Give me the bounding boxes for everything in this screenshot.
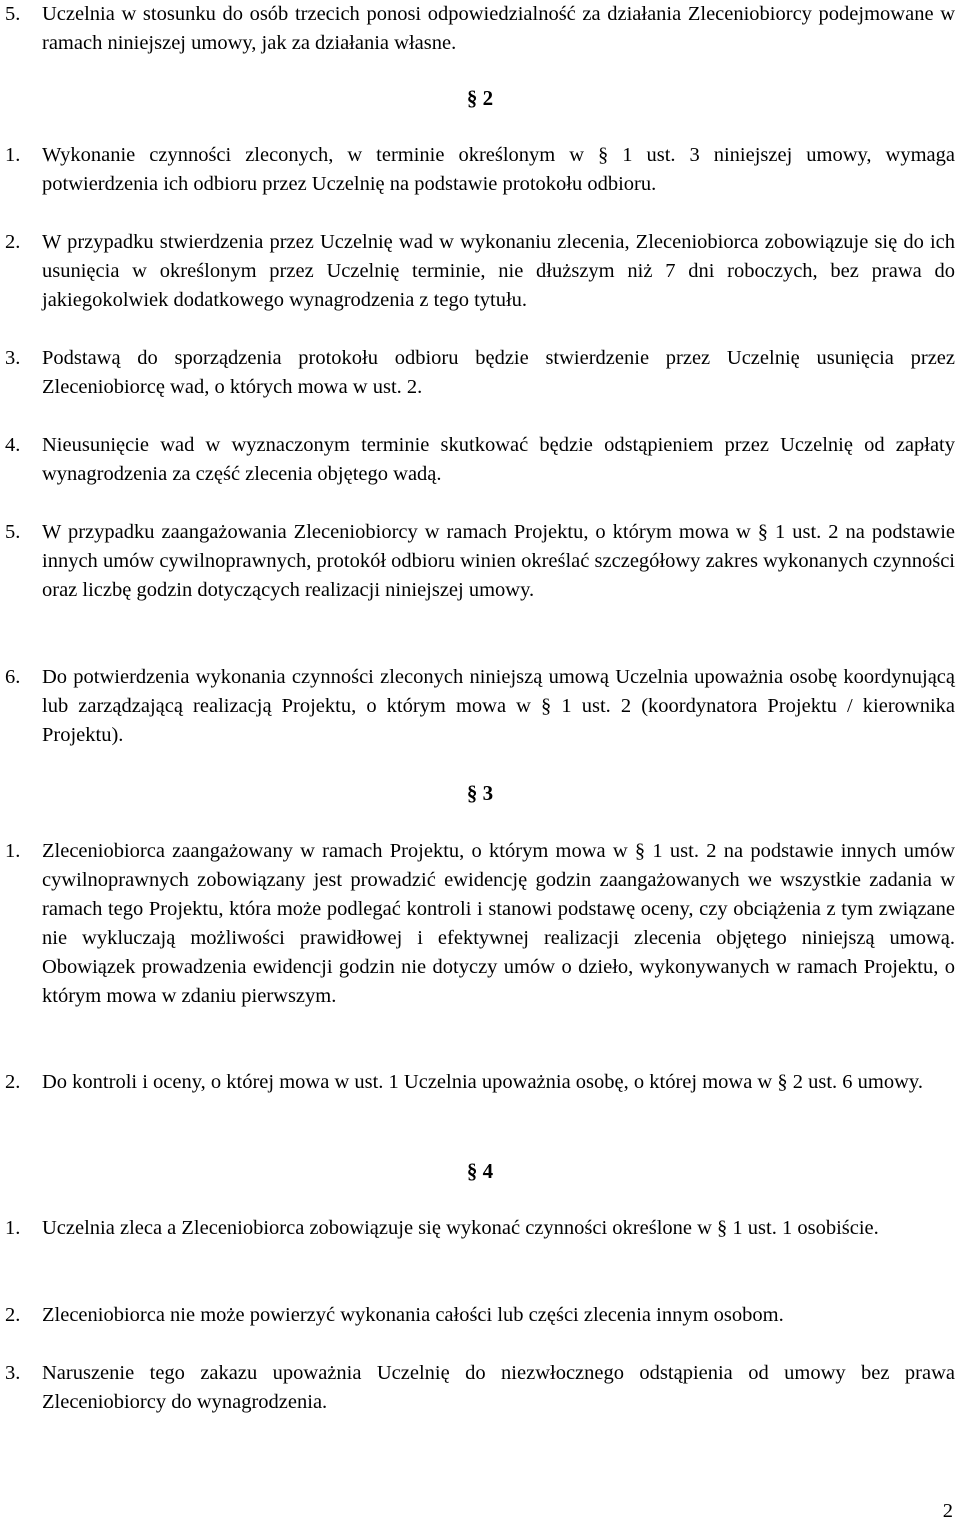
item-number: 1. [5,1217,21,1239]
item-number: 2. [5,1304,21,1326]
paragraph-item [5,663,955,750]
item-text: W przypadku zaangażowania Zleceniobiorcy w ramach Projektu, o którym mowa w § 1 ust. 2 na podstawie innych umów cywilnoprawnych, protokół odbioru winien określać szczegółowy zakres wykonanych czynności oraz liczbę godzin dotyczących realizacji niniejszej umowy. [42,521,955,601]
item-text: Do kontroli i oceny, o której mowa w ust. 1 Uczelnia upoważnia osobę, o której mowa w § 2 ust. 6 umowy. [42,1071,923,1093]
item-number: 3. [5,347,21,369]
item-number: 1. [5,144,21,166]
item-text: W przypadku stwierdzenia przez Uczelnię wad w wykonaniu zlecenia, Zleceniobiorca zobowiązuje się do ich usunięcia w określonym przez Uczelnię terminie, nie dłuższym niż 7 dni roboczych, bez prawa do jakiegokolwiek dodatkowego wynagrodzenia z tego tytułu. [42,231,955,311]
item-text: Zleceniobiorca nie może powierzyć wykonania całości lub części zlecenia innym osobom. [42,1304,784,1326]
section-heading: § 4 [466,1159,494,1183]
item-number: 2. [5,231,21,253]
paragraph-item [5,344,955,402]
paragraph-item [5,1068,955,1097]
paragraph-item [5,1301,955,1330]
item-text: Wykonanie czynności zleconych, w terminie określonym w § 1 ust. 3 niniejszej umowy, wymaga potwierdzenia ich odbioru przez Uczelnię na podstawie protokołu odbioru. [42,144,955,195]
item-text: Uczelnia zleca a Zleceniobiorca zobowiązuje się wykonać czynności określone w § 1 ust. 1 osobiście. [42,1217,879,1239]
item-number: 4. [5,434,21,456]
paragraph-item [5,518,955,605]
item-number: 6. [5,666,21,688]
paragraph-item [5,431,955,489]
paragraph-item [5,837,955,1011]
item-text: Podstawą do sporządzenia protokołu odbioru będzie stwierdzenie przez Uczelnię usunięcia przez Zleceniobiorcę wad, o których mowa w ust. 2. [42,347,955,398]
item-text: Do potwierdzenia wykonania czynności zleconych niniejszą umową Uczelnia upoważnia osobę koordynującą lub zarządzającą realizacją Projektu, o którym mowa w § 1 ust. 2 (koordynatora Projektu / kierownika Projektu). [42,666,955,746]
item-number: 3. [5,1362,21,1384]
section-heading: § 3 [466,781,494,805]
paragraph-item [5,1214,955,1243]
document-page [5,0,955,1537]
item-number: 1. [5,840,21,862]
item-number: 2. [5,1071,21,1093]
item-text: Naruszenie tego zakazu upoważnia Uczelnię do niezwłocznego odstąpienia od umowy bez prawa Zleceniobiorcy do wynagrodzenia. [42,1362,955,1413]
page-number: 2 [942,1500,953,1522]
item-text: Zleceniobiorca zaangażowany w ramach Projektu, o którym mowa w § 1 ust. 2 na podstawie innych umów cywilnoprawnych zobowiązany jest prowadzić ewidencję godzin zaangażowanych we wszystkie zadania w ramach tego Projektu, która może podlegać kontroli i stanowi podstawę oceny, czy obciążenia z tym związane nie wykluczają możliwości prawidłowej i efektywnej realizacji zlecenia objętego niniejszą umową. Obowiązek prowadzenia ewidencji godzin nie dotyczy umów o dzieło, wykonywanych w ramach Projektu, o którym mowa w zdaniu pierwszym. [42,840,955,1007]
item-text: Nieusunięcie wad w wyznaczonym terminie skutkować będzie odstąpieniem przez Uczelnię od zapłaty wynagrodzenia za część zlecenia objętego wadą. [42,434,955,485]
section-heading: § 2 [466,86,494,110]
paragraph-item [5,141,955,199]
paragraph-item [5,1359,955,1417]
paragraph-item [5,228,955,315]
item-text: Uczelnia w stosunku do osób trzecich ponosi odpowiedzialność za działania Zleceniobiorcy podejmowane w ramach niniejszej umowy, jak za działania własne. [42,3,955,54]
item-number: 5. [5,521,21,543]
paragraph-item [5,0,955,58]
item-number: 5. [5,3,21,25]
